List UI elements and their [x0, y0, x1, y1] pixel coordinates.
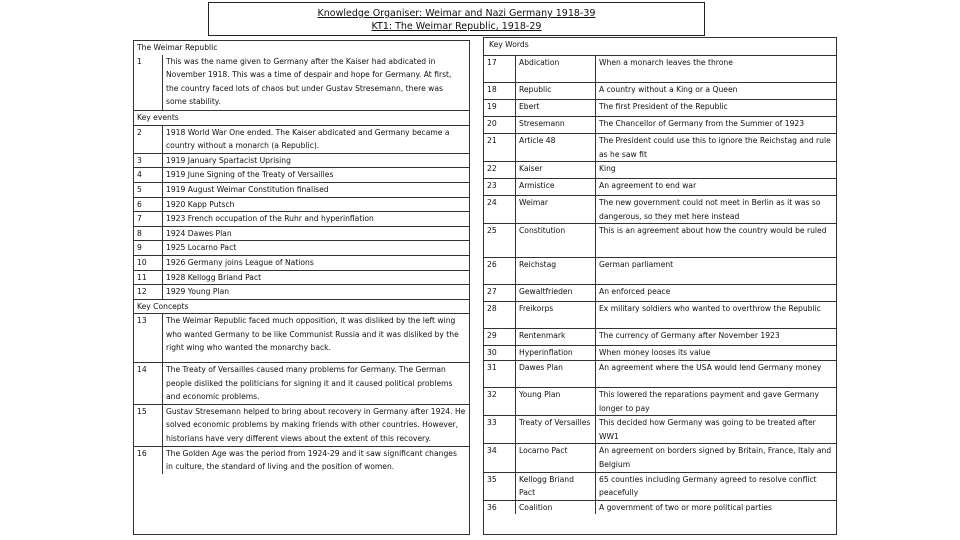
keyword-number: 19 [484, 100, 516, 117]
keyword-definition: An enforced peace [596, 285, 837, 302]
keyword-definition: An agreement where the USA would lend Germany money [596, 360, 837, 387]
keyword-definition: The currency of Germany after November 1923 [596, 329, 837, 346]
keyword-row [484, 117, 836, 134]
keyword-term: Weimar [516, 196, 596, 224]
keywords-list [484, 56, 836, 515]
keyword-row [484, 56, 836, 83]
keyword-number: 34 [484, 444, 516, 472]
concept-row [134, 446, 469, 474]
concept-text: Gustav Stresemann helped to bring about recovery in Germany after 1924. He solved economic problems by making friends with other countries. However, historians have very different views about the extent of this recovery. [163, 404, 470, 446]
event-row [134, 197, 469, 212]
event-row [134, 153, 469, 168]
keyword-number: 35 [484, 472, 516, 500]
event-text: 1920 Kapp Putsch [163, 197, 470, 212]
keyword-number: 25 [484, 224, 516, 258]
keyword-number: 20 [484, 117, 516, 134]
keyword-row [484, 444, 836, 472]
row-number: 1 [134, 55, 163, 111]
keyword-row [484, 387, 836, 415]
keyword-definition: The new government could not meet in Berlin as it was so dangerous, so they met here instead [596, 196, 837, 224]
keyword-number: 28 [484, 302, 516, 329]
keyword-term: Reichstag [516, 258, 596, 285]
keyword-definition: An agreement on borders signed by Britain, France, Italy and Belgium [596, 444, 837, 472]
keyword-row [484, 179, 836, 196]
keyword-number: 23 [484, 179, 516, 196]
keyword-row [484, 258, 836, 285]
keyword-number: 29 [484, 329, 516, 346]
event-row [134, 255, 469, 270]
keyword-definition: 65 counties including Germany agreed to resolve conflict peacefully [596, 472, 837, 500]
keyword-term: Stresemann [516, 117, 596, 134]
keyword-row [484, 302, 836, 329]
keyword-row [484, 360, 836, 387]
event-text: 1919 January Spartacist Uprising [163, 153, 470, 168]
keyword-term: Kaiser [516, 162, 596, 179]
keyword-number: 18 [484, 83, 516, 100]
events-list [134, 125, 469, 299]
event-number: 4 [134, 168, 163, 183]
keyword-term: Hyperinflation [516, 346, 596, 361]
keyword-number: 32 [484, 387, 516, 415]
keyword-number: 30 [484, 346, 516, 361]
keyword-definition: Ex military soldiers who wanted to overthrow the Republic [596, 302, 837, 329]
keyword-term: Locarno Pact [516, 444, 596, 472]
keyword-term: Rentenmark [516, 329, 596, 346]
concept-text: The Weimar Republic faced much opposition, it was disliked by the left wing who wanted Germany to be like Communist Russia and it was disliked by the right wing who wanted the monarchy back. [163, 314, 470, 363]
event-text: 1926 Germany joins League of Nations [163, 255, 470, 270]
keyword-number: 26 [484, 258, 516, 285]
page-title: Knowledge Organiser: Weimar and Nazi Germany 1918-39 [317, 8, 596, 19]
keyword-definition: King [596, 162, 837, 179]
event-text: 1918 World War One ended. The Kaiser abdicated and Germany became a country without a monarch (a Republic). [163, 125, 470, 153]
keyword-definition: The Chancellor of Germany from the Summer of 1923 [596, 117, 837, 134]
keyword-term: Treaty of Versailles [516, 416, 596, 444]
keyword-row [484, 162, 836, 179]
event-number: 7 [134, 212, 163, 227]
event-number: 2 [134, 125, 163, 153]
keyword-definition: When a monarch leaves the throne [596, 56, 837, 83]
keyword-term: Kellogg Briand Pact [516, 472, 596, 500]
keyword-row [484, 134, 836, 162]
concept-number: 13 [134, 314, 163, 363]
concept-row [134, 314, 469, 363]
event-number: 6 [134, 197, 163, 212]
event-row [134, 182, 469, 197]
intro-text: This was the name given to Germany after the Kaiser had abdicated in November 1918. This was a time of despair and hope for Germany. At first, the country faced lots of chaos but under Gustav Stresemann, there was some stability. [166, 56, 452, 107]
event-row [134, 285, 469, 300]
keyword-row [484, 100, 836, 117]
keyword-term: Gewaltfrieden [516, 285, 596, 302]
concept-number: 16 [134, 446, 163, 474]
keyword-number: 27 [484, 285, 516, 302]
keyword-definition: An agreement to end war [596, 179, 837, 196]
section-heading-concepts: Key Concepts [134, 299, 469, 314]
keyword-term: Freikorps [516, 302, 596, 329]
section-heading-events: Key events [134, 110, 469, 125]
concept-number: 14 [134, 363, 163, 405]
keyword-definition: A country without a King or a Queen [596, 83, 837, 100]
concepts-list [134, 314, 469, 474]
section-heading-keywords: Key Words [489, 40, 529, 49]
event-text: 1929 Young Plan [163, 285, 470, 300]
keyword-number: 36 [484, 500, 516, 514]
section-heading-weimar: The Weimar Republic [137, 43, 218, 52]
event-row [134, 168, 469, 183]
keyword-definition: This is an agreement about how the country would be ruled [596, 224, 837, 258]
event-number: 10 [134, 255, 163, 270]
event-text: 1924 Dawes Plan [163, 226, 470, 241]
event-number: 5 [134, 182, 163, 197]
keyword-term: Constitution [516, 224, 596, 258]
keyword-row [484, 472, 836, 500]
concept-row [134, 363, 469, 405]
event-number: 8 [134, 226, 163, 241]
event-number: 12 [134, 285, 163, 300]
keyword-number: 21 [484, 134, 516, 162]
keyword-row [484, 224, 836, 258]
event-number: 9 [134, 241, 163, 256]
keyword-term: Republic [516, 83, 596, 100]
keyword-row [484, 196, 836, 224]
keyword-definition: The first President of the Republic [596, 100, 837, 117]
event-text: 1925 Locarno Pact [163, 241, 470, 256]
event-text: 1928 Kellogg Briand Pact [163, 270, 470, 285]
keyword-number: 24 [484, 196, 516, 224]
concept-text: The Golden Age was the period from 1924-29 and it saw significant changes in culture, the standard of living and the position of women. [163, 446, 470, 474]
keyword-number: 31 [484, 360, 516, 387]
keyword-row [484, 346, 836, 361]
keyword-definition: The President could use this to ignore the Reichstag and rule as he saw fit [596, 134, 837, 162]
page-subtitle: KT1: The Weimar Republic, 1918-29 [371, 21, 542, 32]
event-row [134, 212, 469, 227]
event-row [134, 270, 469, 285]
title-box [208, 2, 705, 36]
keyword-definition: German parliament [596, 258, 837, 285]
right-panel [483, 37, 837, 535]
keyword-term: Ebert [516, 100, 596, 117]
keyword-term: Abdication [516, 56, 596, 83]
concept-text: The Treaty of Versailles caused many problems for Germany. The German people disliked the politicians for signing it and it caused political problems and economic problems. [163, 363, 470, 405]
left-panel [133, 40, 470, 535]
event-row [134, 125, 469, 153]
keyword-definition: This lowered the reparations payment and gave Germany longer to pay [596, 387, 837, 415]
keyword-term: Coalition [516, 500, 596, 514]
event-text: 1923 French occupation of the Ruhr and hyperinflation [163, 212, 470, 227]
keyword-term: Article 48 [516, 134, 596, 162]
keyword-row [484, 329, 836, 346]
keyword-number: 22 [484, 162, 516, 179]
keyword-definition: This decided how Germany was going to be treated after WW1 [596, 416, 837, 444]
overview-table [134, 41, 469, 474]
keyword-definition: A government of two or more political parties [596, 500, 837, 514]
keyword-row [484, 83, 836, 100]
event-text: 1919 June Signing of the Treaty of Versailles [163, 168, 470, 183]
keyword-row [484, 416, 836, 444]
keyword-number: 33 [484, 416, 516, 444]
event-number: 3 [134, 153, 163, 168]
concept-row [134, 404, 469, 446]
keywords-table [484, 38, 836, 514]
keyword-definition: When money looses its value [596, 346, 837, 361]
keyword-row [484, 285, 836, 302]
concept-number: 15 [134, 404, 163, 446]
event-row [134, 241, 469, 256]
keyword-term: Young Plan [516, 387, 596, 415]
event-number: 11 [134, 270, 163, 285]
event-row [134, 226, 469, 241]
keyword-term: Armistice [516, 179, 596, 196]
keyword-number: 17 [484, 56, 516, 83]
event-text: 1919 August Weimar Constitution finalised [163, 182, 470, 197]
keyword-row [484, 500, 836, 514]
keyword-term: Dawes Plan [516, 360, 596, 387]
